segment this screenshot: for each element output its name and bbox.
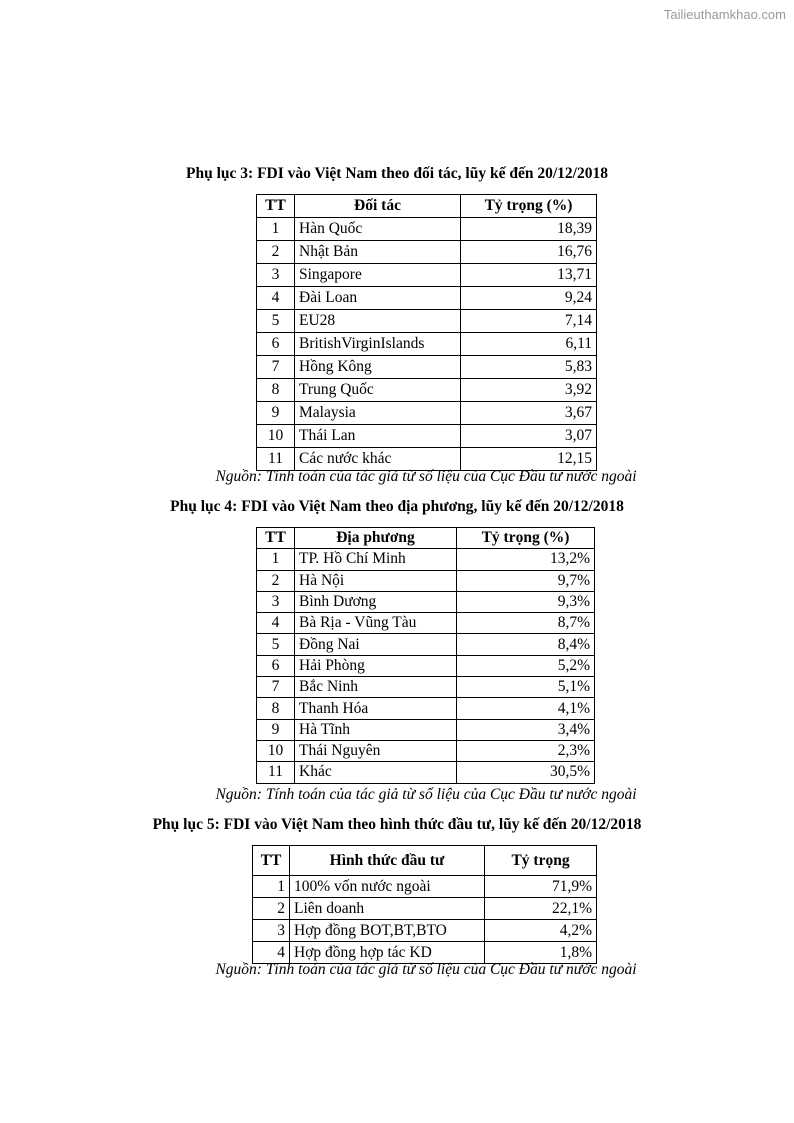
- cell-investment-form: Hợp đồng BOT,BT,BTO: [290, 920, 485, 942]
- table-row: [257, 698, 595, 719]
- table-row: [257, 655, 595, 676]
- cell-share: 8,4%: [457, 634, 595, 655]
- cell-share: 3,92: [461, 379, 597, 402]
- column-header-investment-form: Hình thức đầu tư: [290, 846, 485, 876]
- table-row: [257, 333, 597, 356]
- column-header-share: Tỷ trọng: [485, 846, 597, 876]
- cell-investment-form: Hợp đồng hợp tác KD: [290, 942, 485, 964]
- cell-partner: BritishVirginIslands: [295, 333, 461, 356]
- cell-partner: Các nước khác: [295, 448, 461, 471]
- cell-share: 4,2%: [485, 920, 597, 942]
- cell-share: 7,14: [461, 310, 597, 333]
- cell-tt: 1: [253, 876, 290, 898]
- cell-partner: Hàn Quốc: [295, 218, 461, 241]
- cell-share: 13,71: [461, 264, 597, 287]
- appendix-3-title: Phụ lục 3: FDI vào Việt Nam theo đối tác, lũy kế đến 20/12/2018: [186, 165, 608, 182]
- table-row: [257, 402, 597, 425]
- cell-locality: Hà Nội: [295, 570, 457, 591]
- table-row: [257, 613, 595, 634]
- cell-tt: 4: [257, 287, 295, 310]
- table-row: [257, 677, 595, 698]
- cell-partner: Trung Quốc: [295, 379, 461, 402]
- column-header-locality: Địa phương: [295, 528, 457, 549]
- cell-locality: Bà Rịa - Vũng Tàu: [295, 613, 457, 634]
- cell-locality: Thái Nguyên: [295, 740, 457, 761]
- table-row: [257, 740, 595, 761]
- cell-share: 22,1%: [485, 898, 597, 920]
- cell-share: 18,39: [461, 218, 597, 241]
- cell-locality: Bắc Ninh: [295, 677, 457, 698]
- cell-locality: Thanh Hóa: [295, 698, 457, 719]
- table-row: [257, 356, 597, 379]
- column-header-tt: TT: [253, 846, 290, 876]
- column-header-partner: Đối tác: [295, 195, 461, 218]
- column-header-share: Tỷ trọng (%): [461, 195, 597, 218]
- cell-share: 6,11: [461, 333, 597, 356]
- table-row: [257, 549, 595, 570]
- cell-tt: 7: [257, 356, 295, 379]
- cell-share: 9,24: [461, 287, 597, 310]
- cell-tt: 5: [257, 634, 295, 655]
- cell-locality: Khác: [295, 762, 457, 783]
- cell-partner: Malaysia: [295, 402, 461, 425]
- cell-share: 1,8%: [485, 942, 597, 964]
- table-row: [257, 218, 597, 241]
- cell-tt: 2: [257, 241, 295, 264]
- appendix-5-table: [252, 845, 597, 964]
- cell-share: 5,2%: [457, 655, 595, 676]
- cell-tt: 2: [253, 898, 290, 920]
- cell-share: 3,4%: [457, 719, 595, 740]
- cell-tt: 10: [257, 740, 295, 761]
- cell-partner: Nhật Bản: [295, 241, 461, 264]
- table-row: [253, 920, 597, 942]
- cell-share: 5,1%: [457, 677, 595, 698]
- cell-locality: Đồng Nai: [295, 634, 457, 655]
- column-header-tt: TT: [257, 195, 295, 218]
- cell-share: 8,7%: [457, 613, 595, 634]
- cell-tt: 3: [253, 920, 290, 942]
- table-header-row: [257, 528, 595, 549]
- cell-tt: 8: [257, 379, 295, 402]
- cell-tt: 4: [253, 942, 290, 964]
- table-row: [257, 241, 597, 264]
- cell-locality: Hà Tĩnh: [295, 719, 457, 740]
- column-header-tt: TT: [257, 528, 295, 549]
- appendix-4-table: [256, 527, 595, 784]
- table-row: [257, 310, 597, 333]
- cell-share: 4,1%: [457, 698, 595, 719]
- cell-partner: Hồng Kông: [295, 356, 461, 379]
- cell-tt: 2: [257, 570, 295, 591]
- cell-tt: 9: [257, 719, 295, 740]
- cell-share: 71,9%: [485, 876, 597, 898]
- cell-tt: 3: [257, 264, 295, 287]
- cell-share: 3,67: [461, 402, 597, 425]
- cell-partner: Singapore: [295, 264, 461, 287]
- table-header-row: [257, 195, 597, 218]
- cell-share: 13,2%: [457, 549, 595, 570]
- cell-tt: 7: [257, 677, 295, 698]
- table-row: [257, 591, 595, 612]
- cell-partner: Thái Lan: [295, 425, 461, 448]
- cell-locality: Hải Phòng: [295, 655, 457, 676]
- table-row: [257, 634, 595, 655]
- cell-share: 3,07: [461, 425, 597, 448]
- cell-share: 30,5%: [457, 762, 595, 783]
- appendix-3-table: [256, 194, 597, 471]
- table-row: [253, 876, 597, 898]
- table-row: [253, 898, 597, 920]
- table-row: [257, 379, 597, 402]
- cell-partner: Đài Loan: [295, 287, 461, 310]
- cell-share: 9,3%: [457, 591, 595, 612]
- cell-tt: 8: [257, 698, 295, 719]
- cell-tt: 1: [257, 218, 295, 241]
- watermark-text: Tailieuthamkhao.com: [663, 7, 786, 22]
- cell-share: 5,83: [461, 356, 597, 379]
- cell-tt: 3: [257, 591, 295, 612]
- table-row: [257, 287, 597, 310]
- cell-tt: 10: [257, 425, 295, 448]
- cell-tt: 1: [257, 549, 295, 570]
- cell-partner: EU28: [295, 310, 461, 333]
- cell-investment-form: 100% vốn nước ngoài: [290, 876, 485, 898]
- table-row: [257, 719, 595, 740]
- cell-tt: 11: [257, 762, 295, 783]
- appendix-4-source: Nguồn: Tính toán của tác giả từ số liệu của Cục Đầu tư nước ngoài: [215, 786, 637, 803]
- appendix-4-title: Phụ lục 4: FDI vào Việt Nam theo địa phương, lũy kế đến 20/12/2018: [170, 498, 624, 515]
- cell-share: 2,3%: [457, 740, 595, 761]
- appendix-5-source: Nguồn: Tính toán của tác giả từ số liệu của Cục Đầu tư nước ngoài: [215, 961, 637, 978]
- table-row: [257, 425, 597, 448]
- table-row: [257, 762, 595, 783]
- cell-tt: 5: [257, 310, 295, 333]
- table-row: [257, 264, 597, 287]
- column-header-share: Tỷ trọng (%): [457, 528, 595, 549]
- cell-tt: 4: [257, 613, 295, 634]
- table-header-row: [253, 846, 597, 876]
- appendix-3-source: Nguồn: Tính toán của tác giả từ số liệu của Cục Đầu tư nước ngoài: [215, 468, 637, 485]
- cell-tt: 6: [257, 655, 295, 676]
- cell-tt: 11: [257, 448, 295, 471]
- cell-investment-form: Liên doanh: [290, 898, 485, 920]
- cell-tt: 6: [257, 333, 295, 356]
- cell-share: 12,15: [461, 448, 597, 471]
- cell-share: 16,76: [461, 241, 597, 264]
- cell-share: 9,7%: [457, 570, 595, 591]
- appendix-5-title: Phụ lục 5: FDI vào Việt Nam theo hình thức đầu tư, lũy kế đến 20/12/2018: [152, 816, 642, 833]
- cell-tt: 9: [257, 402, 295, 425]
- cell-locality: TP. Hồ Chí Minh: [295, 549, 457, 570]
- table-row: [257, 570, 595, 591]
- cell-locality: Bình Dương: [295, 591, 457, 612]
